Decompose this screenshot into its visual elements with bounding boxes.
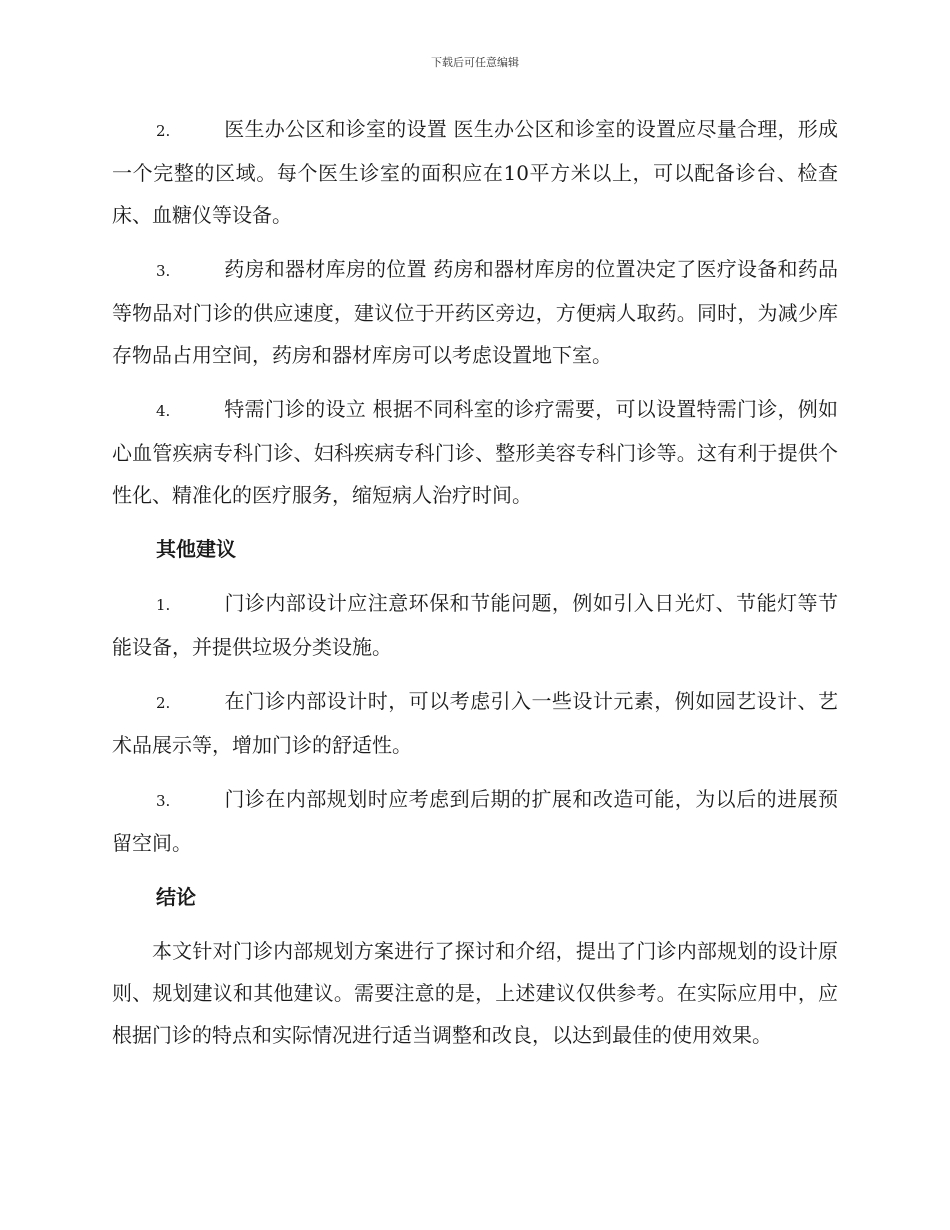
list-text: 门诊在内部规划时应考虑到后期的扩展和改造可能，为以后的进展预留空间。 (112, 787, 838, 855)
list-text: 药房和器材库房的位置 药房和器材库房的位置决定了医疗设备和药品等物品对门诊的供应速度，建议位于开药区旁边，方便病人取药。同时，为减少库存物品占用空间，药房和器材库房可以考虑设置地下室。 (112, 257, 838, 367)
list-item (112, 248, 838, 376)
list-number: 1. (156, 596, 171, 614)
list-number: 4. (156, 402, 171, 420)
section-heading-other: 其他建议 (156, 537, 236, 561)
list-item (112, 778, 838, 864)
list-item (112, 582, 838, 668)
list-item (112, 680, 838, 766)
document-body (112, 108, 838, 1068)
list-text: 医生办公区和诊室的设置 医生办公区和诊室的设置应尽量合理，形成一个完整的区域。每个医生诊室的面积应在10平方米以上，可以配备诊台、检查床、血糖仪等设备。 (112, 117, 838, 227)
list-text: 特需门诊的设立 根据不同科室的诊疗需要，可以设置特需门诊，例如心血管疾病专科门诊、妇科疾病专科门诊、整形美容专科门诊等。这有利于提供个性化、精准化的医疗服务，缩短病人治疗时间。 (112, 397, 838, 507)
list-item (112, 108, 838, 236)
list-item (112, 388, 838, 516)
list-text: 在门诊内部设计时，可以考虑引入一些设计元素，例如园艺设计、艺术品展示等，增加门诊的舒适性。 (112, 689, 838, 757)
list-number: 2. (156, 694, 171, 712)
list-text: 门诊内部设计应注意环保和节能问题，例如引入日光灯、节能灯等节能设备，并提供垃圾分类设施。 (112, 591, 838, 659)
conclusion-paragraph: 本文针对门诊内部规划方案进行了探讨和介绍，提出了门诊内部规划的设计原则、规划建议和其他建议。需要注意的是，上述建议仅供参考。在实际应用中，应根据门诊的特点和实际情况进行适当调整和改良，以达到最佳的使用效果。 (112, 939, 838, 1047)
list-number: 2. (156, 122, 171, 140)
list-number: 3. (156, 792, 171, 810)
section-heading-conclusion: 结论 (156, 885, 196, 909)
page-header: 下载后可任意编辑 (431, 56, 519, 69)
list-number: 3. (156, 262, 171, 280)
